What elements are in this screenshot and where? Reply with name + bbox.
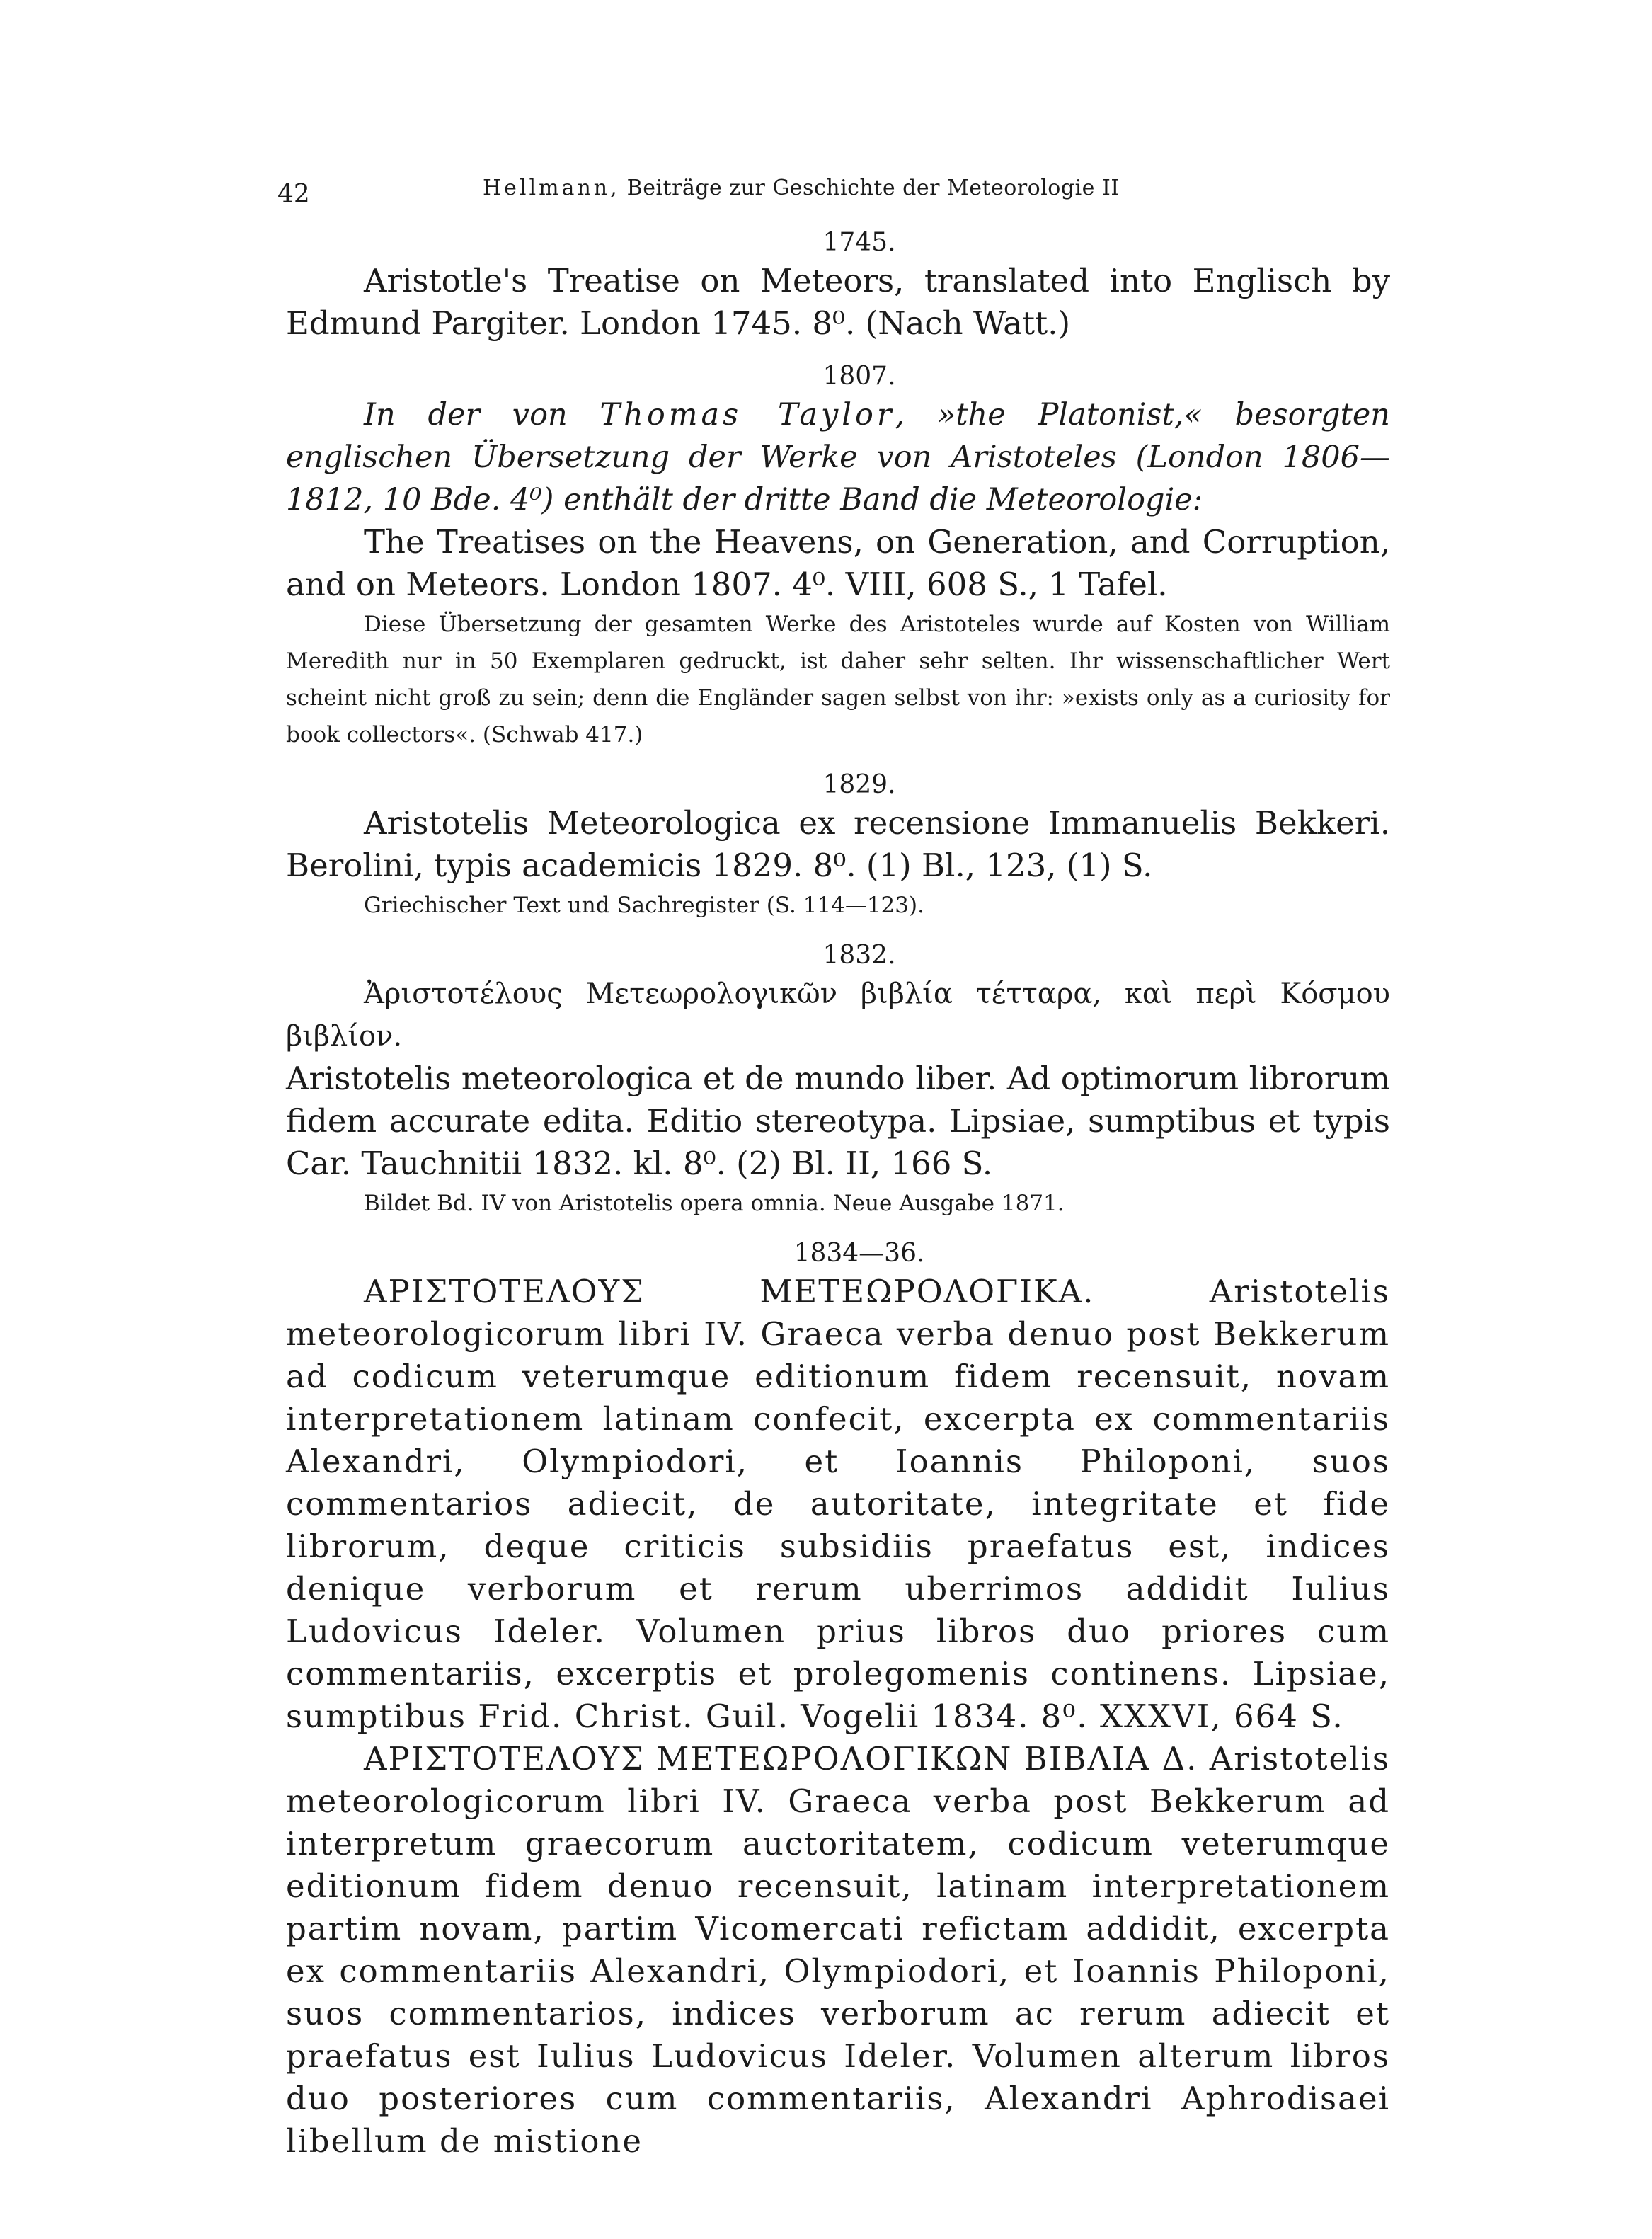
entry-1807-intro-part-b: , »the Platonist,« besorgten englischen Übersetzung der Werke von Aristoteles (London 1806—1812, 10 Bde. 4⁰) enthält der dritte Band die Meteorologie: xyxy=(286,397,1390,517)
running-header xyxy=(277,176,1382,218)
page-body xyxy=(286,228,1390,2163)
entry-1832-greek-title: Ἀριστοτέλους Μετεωρολογικῶν βιβλία τέτταρα, καὶ περὶ Κόσμου βιβλίον. xyxy=(286,978,1390,1053)
entry-year-1832: 1832. xyxy=(822,941,896,970)
entry-year-1834-36: 1834—36. xyxy=(793,1239,925,1268)
entry-year-1745: 1745. xyxy=(822,228,896,257)
running-title xyxy=(483,176,1120,200)
entry-1834-text: ΑΡΙΣΤΟΤΕΛΟΥΣ ΜΕΤΕΩΡΟΛΟΓΙΚΑ. Aristotelis meteorologicorum libri IV. Graeca verba denuo post Bekkerum ad codicum veterumque editionum fidem recensuit, novam interpretationem latinam confecit, excerpta ex commentariis Alexandri, Olympiodori, et Ioannis Philoponi, suos commentarios adiecit, de autoritate, integritate et fide librorum, deque criticis subsidiis praefatus est, indices denique verborum et rerum uberrimos addidit Iulius Ludovicus Ideler. Volumen prius libros duo priores cum commentariis, excerptis et prolegomenis continens. Lipsiae, sumptibus Frid. Christ. Guil. Vogelii 1834. 8⁰. XXXVI, 664 S. xyxy=(286,1273,1390,1735)
running-title-author: Hellmann, xyxy=(483,176,620,200)
running-title-text: Beiträge zur Geschichte der Meteorologie II xyxy=(619,176,1120,200)
page-number: 42 xyxy=(277,180,310,209)
entry-1807-text: The Treatises on the Heavens, on Generation, and Corruption, and on Meteors. London 1807. 4⁰. VIII, 608 S., 1 Tafel. xyxy=(286,523,1390,603)
entry-1807-intro-name: Thomas Taylor xyxy=(600,397,895,433)
entry-1807-note: Diese Übersetzung der gesamten Werke des Aristoteles wurde auf Kosten von William Meredith nur in 50 Exemplaren gedruckt, ist daher sehr selten. Ihr wissenschaftlicher Wert scheint nicht groß zu sein; denn die Engländer sagen selbst von ihr: »exists only as a curiosity for book collectors«. (Schwab 417.) xyxy=(286,612,1390,748)
entry-1829-text: Aristotelis Meteorologica ex recensione Immanuelis Bekkeri. Berolini, typis academicis 1829. 8⁰. (1) Bl., 123, (1) S. xyxy=(286,804,1390,884)
entry-1832-text: Aristotelis meteorologica et de mundo liber. Ad optimorum librorum fidem accurate edita. Editio stereotypa. Lipsiae, sumptibus et typis Car. Tauchnitii 1832. kl. 8⁰. (2) Bl. II, 166 S. xyxy=(286,1060,1390,1182)
entry-1829-note: Griechischer Text und Sachregister (S. 114—123). xyxy=(364,893,924,918)
entry-year-1807: 1807. xyxy=(822,362,896,391)
entry-1745-text: Aristotle's Treatise on Meteors, translated into Englisch by Edmund Pargiter. London 1745. 8⁰. (Nach Watt.) xyxy=(286,262,1390,342)
entry-1836-text: ΑΡΙΣΤΟΤΕΛΟΥΣ ΜΕΤΕΩΡΟΛΟΓΙΚΩΝ ΒΙΒΛΙΑ Δ. Aristotelis meteorologicorum libri IV. Graeca verba post Bekkerum ad interpretum graecorum auctoritatem, codicum veterumque editionum fidem denuo recensuit, latinam interpretationem partim novam, partim Vicomercati refictam addidit, excerpta ex commentariis Alexandri, Olympiodori, et Ioannis Philoponi, suos commentarios, indices verborum ac rerum adiecit et praefatus est Iulius Ludovicus Ideler. Volumen alterum libros duo posteriores cum commentariis, Alexandri Aphrodisaei libellum de mistione xyxy=(286,1740,1390,2160)
entry-1832-note: Bildet Bd. IV von Aristotelis opera omnia. Neue Ausgabe 1871. xyxy=(364,1191,1065,1216)
entry-1807-intro xyxy=(286,394,1390,521)
entry-1807-intro-part-a: In der von xyxy=(364,397,600,433)
entry-year-1829: 1829. xyxy=(822,770,896,799)
